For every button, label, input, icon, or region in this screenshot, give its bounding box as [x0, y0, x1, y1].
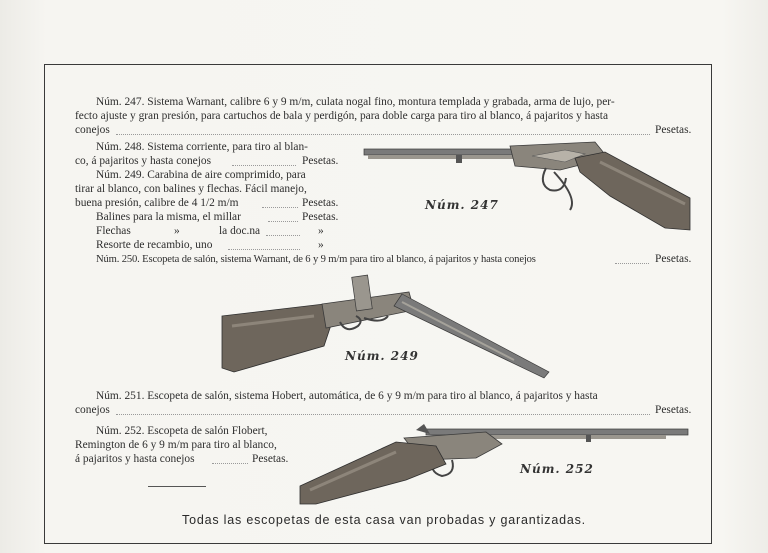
- item-251-line-2: conejos: [75, 404, 110, 416]
- item-250-price: Pesetas.: [655, 253, 692, 265]
- price-leader: [262, 207, 298, 208]
- item-249-price: Pesetas.: [302, 197, 339, 209]
- divider-rule: [148, 486, 206, 487]
- item-248-line-2: co, á pajaritos y hasta conejos: [75, 155, 212, 167]
- footer-guarantee: Todas las escopetas de esta casa van probadas y garantizadas.: [182, 513, 586, 527]
- price-leader: [232, 165, 296, 166]
- price-leader: [116, 134, 650, 135]
- item-248-line-1: Núm. 248. Sistema corriente, para tiro al blan-: [96, 141, 308, 153]
- caption-249: Núm. 249: [345, 349, 419, 363]
- item-247-line-1: Núm. 247. Sistema Warnant, calibre 6 y 9 m/m, culata nogal fino, montura templada y grabada, arma de lujo, per-: [96, 96, 615, 108]
- item-248-price: Pesetas.: [302, 155, 339, 167]
- item-247-line-2: fecto ajuste y gran presión, para cartuchos de bala y perdigón, para doble carga para tiro al blanco, á pajaritos y hasta: [75, 110, 609, 122]
- item-252-line-2: Remington de 6 y 9 m/m para tiro al blanco,: [75, 439, 277, 451]
- item-249-line-3: buena presión, calibre de 4 1/2 m/m: [75, 197, 239, 209]
- ditto-mark: »: [318, 239, 324, 251]
- price-leader: [228, 249, 300, 250]
- item-247-price: Pesetas.: [655, 124, 692, 136]
- item-249-line-2: tirar al blanco, con balines y flechas. Fácil manejo,: [75, 183, 307, 195]
- item-249-line-1: Núm. 249. Carabina de aire comprimido, para: [96, 169, 306, 181]
- resorte-label: Resorte de recambio, uno: [96, 239, 213, 251]
- ditto-mark: »: [318, 225, 324, 237]
- ditto-mark: »: [174, 225, 180, 237]
- caption-247: Núm. 247: [425, 198, 499, 212]
- price-leader: [615, 263, 649, 264]
- caption-252: Núm. 252: [520, 462, 594, 476]
- flechas-label: Flechas: [96, 225, 131, 237]
- rifle-247-illustration: [360, 138, 700, 234]
- item-251-line-1: Núm. 251. Escopeta de salón, sistema Hobert, automática, de 6 y 9 m/m para tiro al blanco, á pajaritos y hasta: [96, 390, 598, 402]
- balines-price: Pesetas.: [302, 211, 339, 223]
- price-leader: [268, 221, 298, 222]
- item-252-line-1: Núm. 252. Escopeta de salón Flobert,: [96, 425, 268, 437]
- item-250-line-1: Núm. 250. Escopeta de salón, sistema Warnant, de 6 y 9 m/m para tiro al blanco, á pajaritos y hasta conejos: [96, 254, 536, 265]
- item-251-price: Pesetas.: [655, 404, 692, 416]
- price-leader: [116, 414, 650, 415]
- item-252-price: Pesetas.: [252, 453, 289, 465]
- flechas-doc-label: la doc.na: [219, 225, 261, 237]
- air-rifle-249-illustration: [214, 268, 554, 380]
- balines-label: Balines para la misma, el millar: [96, 211, 241, 223]
- item-252-line-3: á pajaritos y hasta conejos: [75, 453, 195, 465]
- rifle-252-illustration: [296, 424, 696, 508]
- item-247-line-3: conejos: [75, 124, 110, 136]
- price-leader: [266, 235, 300, 236]
- price-leader: [212, 463, 248, 464]
